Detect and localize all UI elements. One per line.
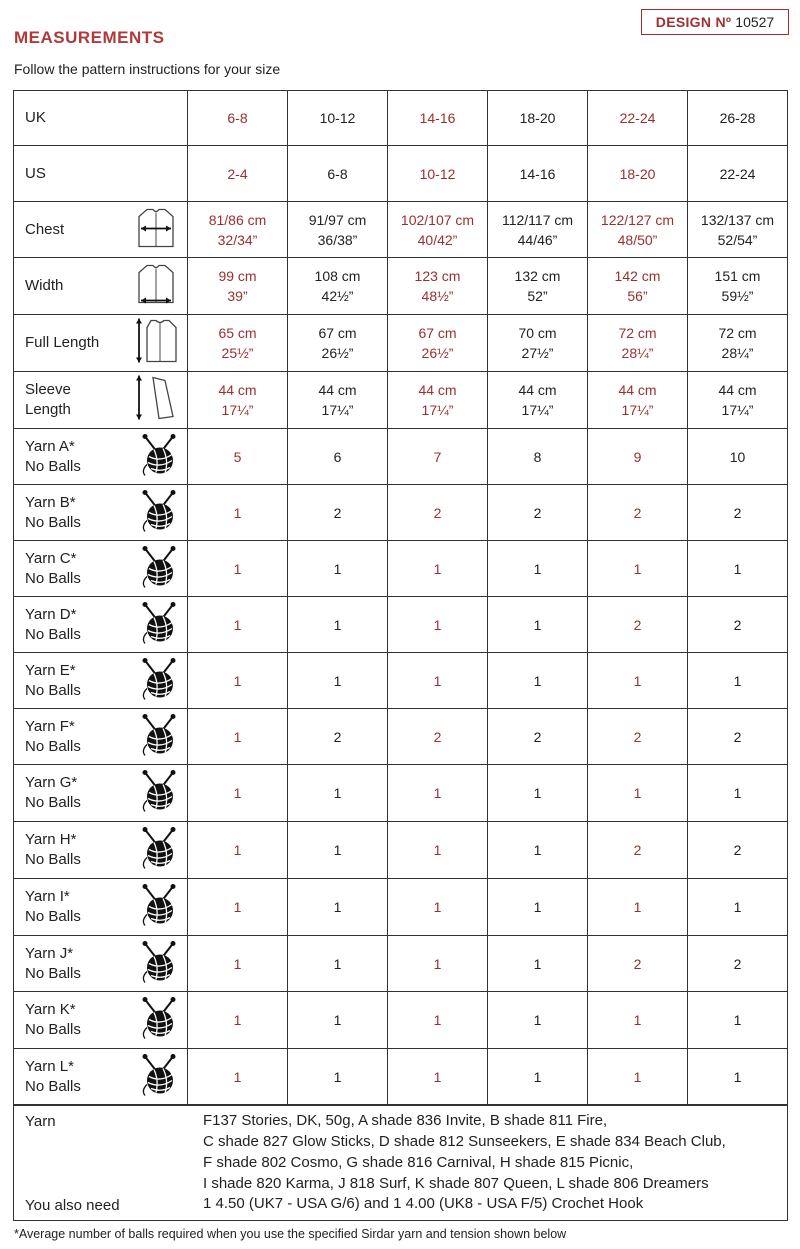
yarn-line: F137 Stories, DK, 50g, A shade 836 Invite, B shade 811 Fire, [203, 1112, 608, 1129]
row-label: UK [25, 109, 46, 126]
row-label-cell [14, 91, 188, 146]
row-label-cell [14, 765, 188, 822]
size-value-cell: 1 [688, 541, 788, 597]
size-value-cell: 1 [388, 879, 488, 936]
row-label: Yarn A* No Balls [25, 437, 81, 475]
row-label: Yarn F* No Balls [25, 717, 81, 755]
size-value-cell: 1 [688, 879, 788, 936]
row-label-cell [14, 597, 188, 653]
design-number: 10527 [735, 14, 775, 30]
row-label: Yarn B* No Balls [25, 493, 81, 531]
size-value-cell: 108 cm 42½” [288, 258, 388, 315]
size-value-cell: 1 [188, 879, 288, 936]
size-value-cell: 1 [288, 992, 388, 1049]
size-value-cell: 1 [188, 541, 288, 597]
size-value-cell: 6-8 [288, 146, 388, 202]
size-value-cell: 72 cm 28¼” [588, 315, 688, 372]
also-need-text: 1 4.50 (UK7 - USA G/6) and 1 4.00 (UK8 - USA F/5) Crochet Hook [203, 1195, 644, 1212]
size-value-cell: 44 cm 17¼” [288, 372, 388, 429]
table-row [14, 597, 788, 653]
table-row [14, 879, 788, 936]
row-label-cell [14, 146, 188, 202]
size-value-cell: 1 [188, 936, 288, 992]
size-value-cell: 2 [588, 597, 688, 653]
size-value-cell: 22-24 [588, 91, 688, 146]
row-label: Chest [25, 220, 65, 238]
table-row [14, 765, 788, 822]
size-value-cell: 44 cm 17¼” [388, 372, 488, 429]
size-value-cell: 67 cm 26½” [388, 315, 488, 372]
size-value-cell: 1 [588, 541, 688, 597]
size-value-cell: 2 [588, 709, 688, 765]
size-value-cell: 72 cm 28¼” [688, 315, 788, 372]
size-value-cell: 1 [388, 936, 488, 992]
yarn-ball-icon [139, 544, 179, 593]
size-value-cell: 1 [488, 936, 588, 992]
row-label: Yarn I* No Balls [25, 888, 81, 925]
size-value-cell: 102/107 cm 40/42” [388, 202, 488, 258]
yarn-ball-icon [139, 600, 179, 649]
size-value-cell: 26-28 [688, 91, 788, 146]
size-value-cell: 1 [188, 709, 288, 765]
size-value-cell: 18-20 [588, 146, 688, 202]
size-value-cell: 1 [688, 1049, 788, 1106]
table-row [14, 992, 788, 1049]
size-value-cell: 142 cm 56” [588, 258, 688, 315]
yarn-ball-icon [139, 939, 179, 988]
size-value-cell: 2 [488, 485, 588, 541]
size-value-cell: 1 [188, 597, 288, 653]
size-value-cell: 2 [388, 485, 488, 541]
size-value-cell: 1 [488, 992, 588, 1049]
row-label-cell [14, 372, 188, 429]
size-value-cell: 1 [288, 597, 388, 653]
sleeve-garment-icon [133, 373, 179, 428]
size-value-cell: 1 [188, 653, 288, 709]
measurements-table [13, 90, 788, 1106]
size-value-cell: 1 [188, 1049, 288, 1106]
row-label-cell [14, 202, 188, 258]
footnote: *Average number of balls required when you use the specified Sirdar yarn and tension shown below [14, 1227, 567, 1241]
table-row [14, 1049, 788, 1106]
size-value-cell: 2 [588, 485, 688, 541]
size-value-cell: 6 [288, 429, 388, 485]
size-value-cell: 65 cm 25½” [188, 315, 288, 372]
size-value-cell: 44 cm 17¼” [688, 372, 788, 429]
size-value-cell: 2 [588, 936, 688, 992]
row-label: US [25, 164, 46, 182]
design-label: DESIGN Nº [655, 14, 732, 30]
size-value-cell: 44 cm 17¼” [488, 372, 588, 429]
row-label-cell [14, 485, 188, 541]
row-label-cell [14, 992, 188, 1049]
size-value-cell: 1 [688, 992, 788, 1049]
yarn-line: C shade 827 Glow Sticks, D shade 812 Sunseekers, E shade 834 Beach Club, [203, 1133, 726, 1150]
size-value-cell: 1 [288, 822, 388, 879]
size-value-cell: 1 [488, 822, 588, 879]
size-value-cell: 81/86 cm 32/34” [188, 202, 288, 258]
size-value-cell: 9 [588, 429, 688, 485]
row-label-cell [14, 1049, 188, 1106]
table-row [14, 315, 788, 372]
yarn-ball-icon [139, 656, 179, 705]
size-value-cell: 10-12 [388, 146, 488, 202]
size-value-cell: 123 cm 48½” [388, 258, 488, 315]
size-value-cell: 132 cm 52” [488, 258, 588, 315]
size-value-cell: 18-20 [488, 91, 588, 146]
size-value-cell: 10-12 [288, 91, 388, 146]
table-row [14, 258, 788, 315]
yarn-ball-icon [139, 769, 179, 818]
size-value-cell: 2 [688, 936, 788, 992]
size-value-cell: 10 [688, 429, 788, 485]
row-label-cell [14, 541, 188, 597]
size-value-cell: 151 cm 59½” [688, 258, 788, 315]
row-label-cell [14, 429, 188, 485]
size-value-cell: 2 [688, 485, 788, 541]
design-number-box [641, 9, 789, 35]
yarn-ball-icon [139, 826, 179, 875]
row-label: Full Length [25, 334, 100, 351]
size-value-cell: 1 [288, 936, 388, 992]
size-value-cell: 44 cm 17¼” [188, 372, 288, 429]
size-value-cell: 1 [288, 653, 388, 709]
size-value-cell: 1 [388, 541, 488, 597]
size-value-cell: 1 [488, 879, 588, 936]
size-value-cell: 2 [688, 597, 788, 653]
size-value-cell: 1 [588, 653, 688, 709]
row-label: Yarn H* No Balls [25, 831, 81, 868]
size-value-cell: 1 [388, 765, 488, 822]
size-value-cell: 1 [188, 485, 288, 541]
table-row [14, 485, 788, 541]
yarn-info-box [13, 1104, 788, 1221]
yarn-line: F shade 802 Cosmo, G shade 816 Carnival, H shade 815 Picnic, [203, 1154, 634, 1171]
row-label: Yarn L* No Balls [25, 1058, 81, 1095]
table-row [14, 936, 788, 992]
row-label-cell [14, 936, 188, 992]
size-value-cell: 91/97 cm 36/38” [288, 202, 388, 258]
also-need-label: You also need [25, 1197, 120, 1214]
table-row [14, 709, 788, 765]
size-value-cell: 1 [288, 1049, 388, 1106]
chest-garment-icon [133, 204, 179, 255]
page-title: MEASUREMENTS [14, 28, 165, 47]
size-value-cell: 1 [688, 765, 788, 822]
size-value-cell: 14-16 [488, 146, 588, 202]
table-row [14, 653, 788, 709]
size-value-cell: 1 [488, 653, 588, 709]
size-value-cell: 1 [188, 992, 288, 1049]
size-value-cell: 1 [588, 992, 688, 1049]
size-value-cell: 122/127 cm 48/50” [588, 202, 688, 258]
size-value-cell: 1 [388, 597, 488, 653]
size-value-cell: 1 [588, 879, 688, 936]
width-garment-icon [133, 261, 179, 312]
size-value-cell: 7 [388, 429, 488, 485]
row-label: Sleeve Length [25, 381, 71, 418]
yarn-line: I shade 820 Karma, J 818 Surf, K shade 807 Queen, L shade 806 Dreamers [203, 1175, 709, 1192]
size-value-cell: 2-4 [188, 146, 288, 202]
row-label: Width [25, 277, 64, 294]
table-row [14, 91, 788, 146]
length-garment-icon [133, 316, 179, 371]
table-row [14, 541, 788, 597]
size-value-cell: 1 [488, 1049, 588, 1106]
row-label-cell [14, 653, 188, 709]
size-value-cell: 1 [488, 597, 588, 653]
size-value-cell: 1 [488, 765, 588, 822]
yarn-ball-icon [139, 432, 179, 481]
size-value-cell: 2 [288, 485, 388, 541]
size-value-cell: 1 [188, 822, 288, 879]
row-label: Yarn J* No Balls [25, 944, 81, 982]
table-row [14, 202, 788, 258]
size-value-cell: 1 [288, 541, 388, 597]
yarn-ball-icon [139, 488, 179, 537]
size-value-cell: 2 [588, 822, 688, 879]
row-label-cell [14, 879, 188, 936]
row-label: Yarn E* No Balls [25, 661, 81, 699]
yarn-ball-icon [139, 712, 179, 761]
size-value-cell: 1 [388, 992, 488, 1049]
size-value-cell: 1 [688, 653, 788, 709]
size-value-cell: 1 [588, 1049, 688, 1106]
size-value-cell: 132/137 cm 52/54” [688, 202, 788, 258]
table-row [14, 429, 788, 485]
row-label-cell [14, 709, 188, 765]
table-row [14, 822, 788, 879]
row-label-cell [14, 258, 188, 315]
size-value-cell: 1 [188, 765, 288, 822]
row-label-cell [14, 315, 188, 372]
size-value-cell: 6-8 [188, 91, 288, 146]
size-value-cell: 1 [488, 541, 588, 597]
yarn-ball-icon [139, 1053, 179, 1102]
size-value-cell: 14-16 [388, 91, 488, 146]
row-label: Yarn D* No Balls [25, 605, 81, 643]
size-value-cell: 5 [188, 429, 288, 485]
row-label-cell [14, 822, 188, 879]
yarn-label: Yarn [25, 1113, 56, 1130]
size-value-cell: 2 [688, 709, 788, 765]
size-value-cell: 2 [488, 709, 588, 765]
size-value-cell: 22-24 [688, 146, 788, 202]
size-value-cell: 2 [288, 709, 388, 765]
size-value-cell: 44 cm 17¼” [588, 372, 688, 429]
size-value-cell: 1 [388, 822, 488, 879]
yarn-details [203, 1110, 783, 1194]
size-value-cell: 2 [688, 822, 788, 879]
size-value-cell: 1 [288, 765, 388, 822]
table-row [14, 372, 788, 429]
size-value-cell: 99 cm 39” [188, 258, 288, 315]
size-value-cell: 1 [388, 653, 488, 709]
yarn-ball-icon [139, 996, 179, 1045]
size-value-cell: 67 cm 26½” [288, 315, 388, 372]
row-label: Yarn K* No Balls [25, 1001, 81, 1038]
row-label: Yarn G* No Balls [25, 774, 81, 811]
size-value-cell: 70 cm 27½” [488, 315, 588, 372]
page-subtitle: Follow the pattern instructions for your size [14, 61, 281, 77]
size-value-cell: 8 [488, 429, 588, 485]
size-value-cell: 1 [588, 765, 688, 822]
table-row [14, 146, 788, 202]
size-value-cell: 1 [288, 879, 388, 936]
size-value-cell: 2 [388, 709, 488, 765]
row-label: Yarn C* No Balls [25, 549, 81, 587]
yarn-ball-icon [139, 883, 179, 932]
size-value-cell: 1 [388, 1049, 488, 1106]
size-value-cell: 112/117 cm 44/46” [488, 202, 588, 258]
